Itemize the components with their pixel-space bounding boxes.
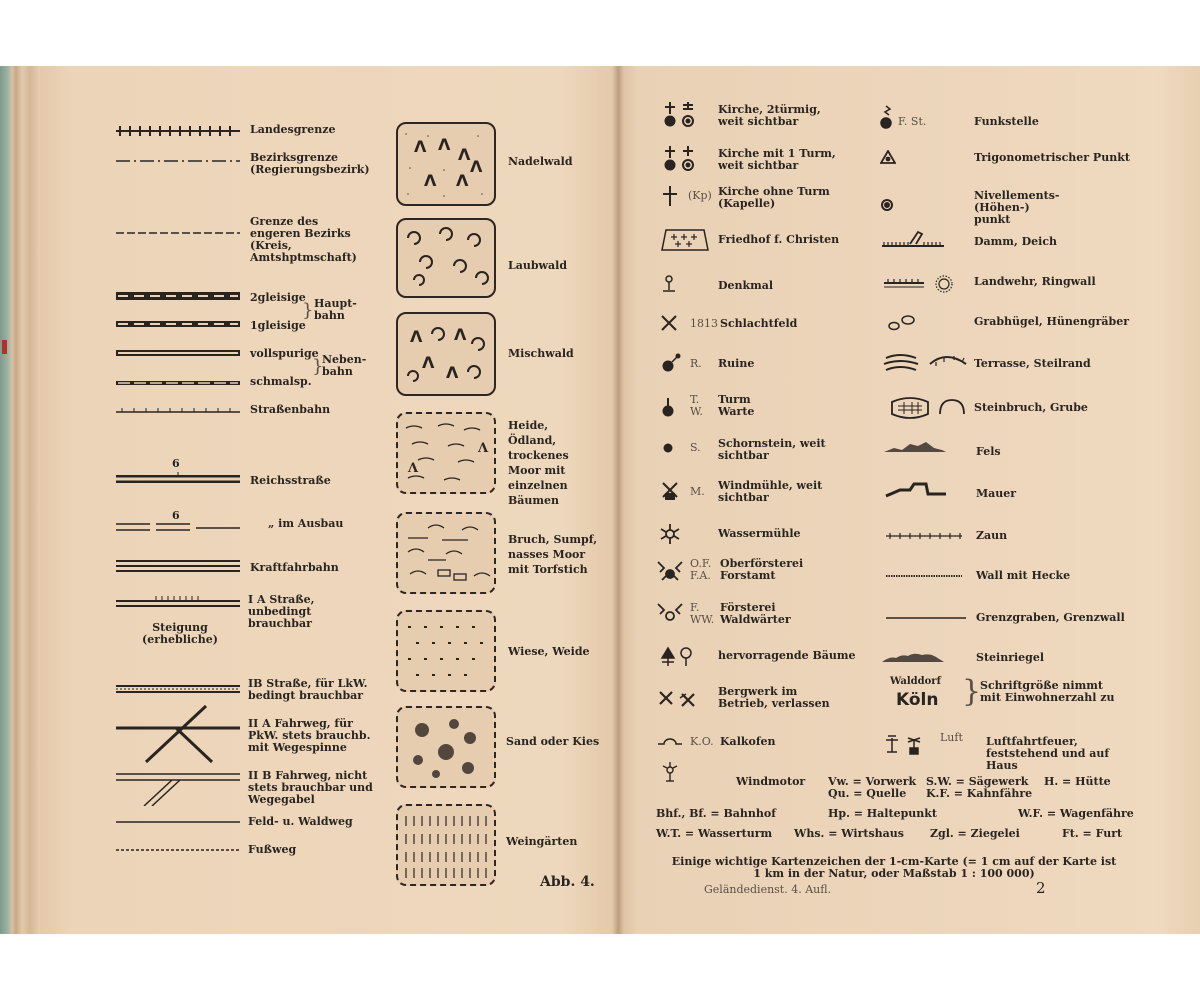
nadelwald-box: [396, 122, 496, 206]
nebenbahn-label: Neben- bahn: [322, 353, 367, 378]
fussweg-symbol: [116, 848, 240, 852]
windmotor-label: Windmotor: [736, 775, 806, 788]
foersterei-icon: [656, 602, 684, 624]
mauer-icon: [884, 480, 948, 500]
strasse-ia-symbol: [116, 596, 240, 610]
svg-text:Λ: Λ: [470, 157, 483, 176]
heide-box: [396, 412, 496, 494]
grabhuegel-label: Grabhügel, Hünengräber: [974, 315, 1130, 328]
foersterei-abbr: F. WW.: [690, 601, 715, 626]
laubwald-box: [396, 218, 496, 298]
fussweg-label: Fußweg: [248, 843, 297, 856]
ausbau-label: „ im Ausbau: [268, 517, 344, 530]
kirche1-icon: [662, 144, 698, 172]
km-number-6b: 6: [172, 509, 180, 522]
oberfoersterei-abbr: O.F. F.A.: [690, 557, 712, 582]
landwehr-icon: [884, 274, 956, 294]
ruine-label: Ruine: [718, 357, 755, 370]
laubwald-label: Laubwald: [508, 259, 568, 272]
ruine-icon: [660, 352, 682, 374]
schmalsp-label: schmalsp.: [250, 375, 312, 388]
abbr-quelle: Qu. = Quelle: [828, 787, 907, 800]
vollspurige-symbol: [116, 350, 240, 356]
steigung-label: Steigung (erhebliche): [142, 621, 218, 646]
fahrweg-iia-label: II A Fahrweg, für PkW. stets brauchb. mit Wegespinne: [248, 717, 371, 754]
ruine-abbr: R.: [690, 357, 702, 370]
abbr-huette: H. = Hütte: [1044, 775, 1111, 788]
svg-text:Λ: Λ: [458, 145, 471, 164]
windmuehle-label: Windmühle, weit sichtbar: [718, 479, 823, 504]
luftfahrt-abbr: Luft: [940, 731, 963, 744]
abbr-kahnfaehre: K.F. = Kahnfähre: [926, 787, 1033, 800]
fels-label: Fels: [976, 445, 1001, 458]
svg-text:Λ: Λ: [456, 171, 469, 190]
km-number-6a: 6: [172, 457, 180, 470]
footer-caption-line1: Einige wichtige Kartenzeichen der 1-cm-Karte (= 1 cm auf der Karte ist: [671, 855, 1117, 868]
ausbau-symbol: [116, 522, 240, 532]
wassermuehle-label: Wassermühle: [718, 527, 801, 540]
abbr-wagenfaehre: W.F. = Wagenfähre: [1018, 807, 1134, 820]
heide-label: Heide, Ödland, trockenes Moor mit einzelnen Bäumen: [508, 419, 569, 507]
landwehr-label: Landwehr, Ringwall: [974, 275, 1096, 288]
terrasse-label: Terrasse, Steilrand: [974, 357, 1091, 370]
nadelwald-label: Nadelwald: [508, 155, 573, 168]
schornstein-icon: [662, 442, 674, 454]
strasse-ia-label: I A Straße, unbedingt brauchbar: [248, 593, 315, 630]
bezirksgrenze-label: Bezirksgrenze (Regierungsbezirk): [250, 151, 370, 176]
zaun-label: Zaun: [976, 529, 1008, 542]
steinbruch-label: Steinbruch, Grube: [974, 401, 1088, 414]
windmuehle-abbr: M.: [690, 485, 705, 498]
steinriegel-icon: [882, 652, 944, 664]
svg-text:Λ: Λ: [446, 363, 459, 382]
abbr-saegewerk: S.W. = Sägewerk: [926, 775, 1029, 788]
baeume-icon: [660, 646, 696, 668]
svg-text:Λ: Λ: [478, 441, 489, 456]
steinriegel-label: Steinriegel: [976, 651, 1045, 664]
figure-caption: Abb. 4.: [540, 874, 595, 890]
abbr-wasserturm: W.T. = Wasserturm: [656, 827, 773, 840]
wiese-label: Wiese, Weide: [508, 645, 590, 658]
feldweg-label: Feld- u. Waldweg: [248, 815, 353, 828]
grenzgraben-icon: [886, 616, 966, 620]
koeln-example: Köln: [896, 690, 939, 710]
strasse-ib-symbol: [116, 684, 240, 694]
foersterei-label: Försterei Waldwärter: [720, 601, 791, 626]
bergwerk-icon: [658, 688, 698, 710]
mischwald-box: [396, 312, 496, 396]
funkstelle-icon: [880, 104, 894, 130]
kalkofen-abbr: K.O.: [690, 735, 714, 748]
sand-label: Sand oder Kies: [506, 735, 600, 748]
mischwald-label: Mischwald: [508, 347, 574, 360]
brace-walddorf: }: [962, 674, 982, 709]
schmalsp-symbol: [116, 380, 240, 386]
feldweg-symbol: [116, 820, 240, 824]
book-gutter: [612, 66, 624, 934]
sand-box: [396, 706, 496, 788]
denkmal-label: Denkmal: [718, 279, 774, 292]
svg-text:Λ: Λ: [408, 461, 419, 476]
turm-abbr: T. W.: [690, 393, 703, 418]
schornstein-abbr: S.: [690, 441, 701, 454]
bezirksgrenze-symbol: [116, 158, 240, 164]
luftfahrt-label: Luftfahrtfeuer, feststehend und auf Haus: [986, 735, 1110, 772]
svg-text:Λ: Λ: [422, 353, 435, 372]
kirche0-label: Kirche ohne Turm (Kapelle): [718, 185, 830, 210]
kraftfahrbahn-label: Kraftfahrbahn: [250, 561, 339, 574]
reichsstrasse-symbol: [116, 472, 240, 486]
turm-icon: [660, 396, 676, 418]
abbr-bahnhof: Bhf., Bf. = Bahnhof: [656, 807, 776, 820]
fels-icon: [884, 440, 946, 454]
nivellement-label: Nivellements- (Höhen-) punkt: [974, 189, 1060, 226]
book-edge: [0, 66, 40, 934]
abbr-ziegelei: Zgl. = Ziegelei: [930, 827, 1020, 840]
friedhof-label: Friedhof f. Christen: [718, 233, 840, 246]
kraftfahrbahn-symbol: [116, 560, 240, 572]
landesgrenze-symbol: [116, 126, 240, 136]
nivellement-icon: [880, 198, 894, 212]
kalkofen-icon: [656, 736, 686, 750]
kirche2-icon: [662, 100, 698, 128]
turm-label: Turm Warte: [718, 393, 755, 418]
gleisig2-label: 2gleisige: [250, 291, 306, 304]
kirche2-label: Kirche, 2türmig, weit sichtbar: [718, 103, 821, 128]
baeume-label: hervorragende Bäume: [718, 649, 856, 662]
abbr-wirtshaus: Whs. = Wirtshaus: [794, 827, 904, 840]
footer-caption-line2: 1 km in der Natur, oder Maßstab 1 : 100 000): [753, 867, 1035, 880]
kalkofen-label: Kalkofen: [720, 735, 776, 748]
denkmal-icon: [660, 274, 678, 294]
hauptbahn-label: Haupt- bahn: [314, 297, 357, 322]
trig-icon: [880, 150, 896, 164]
oberfoersterei-icon: [656, 560, 684, 582]
running-footer: Geländedienst. 4. Aufl.: [704, 883, 832, 896]
friedhof-icon: [660, 226, 710, 252]
brace-nebenbahn: }: [312, 356, 324, 377]
bookmark-ribbon: [2, 340, 7, 354]
fahrweg-iib-label: II B Fahrweg, nicht stets brauchbar und Wegegabel: [248, 769, 373, 806]
funkstelle-abbr: F. St.: [898, 115, 927, 128]
wall-icon: [886, 572, 962, 580]
grenze-bezirk-label: Grenze des engeren Bezirks (Kreis, Amtshptmschaft): [250, 215, 357, 264]
abbr-vorwerk: Vw. = Vorwerk: [828, 775, 917, 788]
luftfahrt-icon: [884, 734, 938, 756]
kirche0-abbr: (Kp): [688, 189, 712, 202]
strassenbahn-symbol: [116, 406, 240, 414]
grabhuegel-icon: [886, 312, 922, 332]
zaun-icon: [886, 530, 962, 540]
svg-text:Λ: Λ: [454, 325, 467, 344]
oberfoersterei-label: Oberförsterei Forstamt: [720, 557, 804, 582]
page-number: 2: [1036, 879, 1046, 897]
mauer-label: Mauer: [976, 487, 1017, 500]
bruch-label: Bruch, Sumpf, nasses Moor mit Torfstich: [508, 533, 598, 576]
fahrweg-iia-symbol: [116, 704, 240, 764]
svg-text:Λ: Λ: [424, 171, 437, 190]
funkstelle-label: Funkstelle: [974, 115, 1039, 128]
windmotor-icon: [660, 762, 680, 782]
terrasse-icon: [882, 350, 972, 374]
steinbruch-icon: [884, 396, 966, 422]
fahrweg-iib-symbol: [116, 770, 240, 806]
bruch-box: [396, 512, 496, 594]
vollspurige-label: vollspurige: [250, 347, 319, 360]
kirche1-label: Kirche mit 1 Turm, weit sichtbar: [718, 147, 836, 172]
schlachtfeld-abbr: 1813: [690, 317, 718, 330]
svg-text:Λ: Λ: [438, 135, 451, 154]
walddorf-example: Walddorf: [890, 676, 941, 687]
abbr-haltepunkt: Hp. = Haltepunkt: [828, 807, 937, 820]
svg-text:Λ: Λ: [410, 327, 423, 346]
damm-icon: [882, 228, 944, 250]
grenze-bezirk-symbol: [116, 230, 240, 236]
walddorf-label: Schriftgröße nimmt mit Einwohnerzahl zu: [980, 679, 1115, 704]
brace-hauptbahn: }: [302, 300, 314, 321]
gleisig1-symbol: [116, 320, 240, 328]
damm-label: Damm, Deich: [974, 235, 1058, 248]
abbr-furt: Ft. = Furt: [1062, 827, 1123, 840]
schlachtfeld-label: Schlachtfeld: [720, 317, 798, 330]
wassermuehle-icon: [660, 524, 680, 544]
windmuehle-icon: [660, 480, 680, 500]
svg-text:Λ: Λ: [414, 137, 427, 156]
strasse-ib-label: IB Straße, für LkW. bedingt brauchbar: [248, 677, 368, 702]
bergwerk-label: Bergwerk im Betrieb, verlassen: [718, 685, 830, 710]
schornstein-label: Schornstein, weit sichtbar: [718, 437, 826, 462]
schlachtfeld-icon: [660, 314, 678, 332]
wall-label: Wall mit Hecke: [976, 569, 1071, 582]
weingaerten-box: [396, 804, 496, 886]
gleisig2-symbol: [116, 292, 240, 300]
trig-label: Trigonometrischer Punkt: [974, 151, 1130, 164]
landesgrenze-label: Landesgrenze: [250, 123, 336, 136]
strassenbahn-label: Straßenbahn: [250, 403, 331, 416]
reichsstrasse-label: Reichsstraße: [250, 474, 331, 487]
grenzgraben-label: Grenzgraben, Grenzwall: [976, 611, 1125, 624]
kirche0-icon: [662, 186, 678, 206]
gleisig1-label: 1gleisige: [250, 319, 306, 332]
weingaerten-label: Weingärten: [506, 835, 578, 848]
wiese-box: [396, 610, 496, 692]
